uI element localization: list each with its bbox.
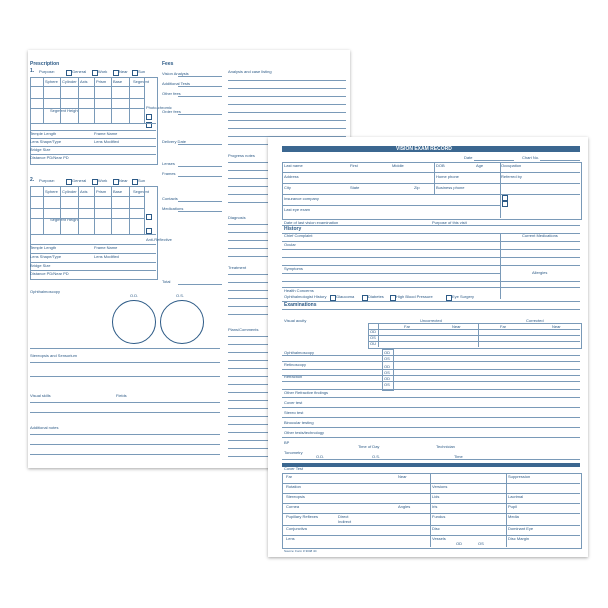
visual-acuity-grid	[368, 323, 582, 349]
patient-id-grid	[282, 162, 582, 220]
history-label: History	[284, 226, 302, 232]
rx2-option-checkbox[interactable]	[146, 214, 152, 220]
form-code: Source: Form # 3048 4C	[284, 549, 317, 553]
treatment-label: Treatment	[228, 265, 247, 270]
os-eye-diagram	[160, 300, 204, 344]
prescription-label: Prescription	[30, 61, 60, 67]
fields-label: Fields	[116, 393, 127, 398]
plans-comments-label: Plans/Comments	[228, 327, 259, 332]
analysis-label: Analysis and case listing	[228, 69, 272, 74]
ophthalmoscopy-label: Ophthalmoscopy	[30, 289, 61, 294]
examinations-label: Examinations	[284, 302, 317, 308]
visual-skills-label: Visual skills	[30, 393, 51, 398]
insurance-checkbox[interactable]	[502, 201, 508, 207]
stereopsis-label: Stereopsis and Sensorium	[30, 353, 77, 358]
front-form-sheet: VISION EXAM RECORD Date Chart No. Last name First Middle DOB Age Occupation Address Home phone Referred by City State Zip Business phone Insurance company Last eye exam Date of last vision examination Purpose of this visit History Chief Complaint Current Medications Ocular Symptoms Health Concerns Allergies Ophthalmologist History Glaucoma Diabetes High Blood Pressure Eye Surgery Examinations Visual acuity Uncorrected Far Near Corrected Far Near OD OS OU Ophthalmoscopy OD OS Retinoscopy OD OS Refraction OD OS Other Refractive findings Cover test Stereo test Binocular testing Other tests/technology BP Time of Day Technician Tonometry O.D. O.S. Time Cover Test Far Near Suppression Rotation Versions Stereopsis Lids Lacrimal Cornea Angles Iris Pupil Pupillary Reflexes Direct Indirect Fundus Media Conjunctiva Disc Dominant Eye Lens Vessels Disc Margin OD OS Source: Form # 3048 4C	[268, 137, 588, 557]
additional-notes-label: Additional notes	[30, 425, 59, 430]
progress-notes-label: Progress notes	[228, 153, 255, 158]
current-medications-label: Current Medications	[522, 233, 558, 238]
form-title: VISION EXAM RECORD	[396, 146, 452, 152]
rx1-option-checkbox[interactable]	[146, 114, 152, 120]
fees-label: Fees	[162, 61, 174, 67]
od-eye-diagram	[112, 300, 156, 344]
back-form-sheet: Prescription 1. Purpose: General Work Near Sun Sphere Cylinder Axis Prism Base Segment Segment Height Temple Length Frame Name Lens Shape/Type Lens Modified Bridge Size Distance PD/Near PD Photo-chromic 2. Purpose: General Work Near Sun Sphere Cylinder Axis Prism Base Segment Segment Height Temple Length Frame Name Lens Shape/Type Lens Modified Bridge Size Distance PD/Near PD Anti-Reflective Fees Vision Analysis Additional Tests Other fees Order fees Delivery Date Lenses Frames Contacts Medications Total Analysis and case listing Progress notes Diagnosis Treatment Plans/Comments Ophthalmoscopy O.D. O.S. Stereopsis and Sensorium Visual skills Fields Additional notes	[28, 50, 350, 468]
cover-test-label: Cover Test	[284, 466, 304, 471]
diagnosis-label: Diagnosis	[228, 215, 246, 220]
allergies-label: Allergies	[532, 270, 548, 275]
cover-test-bar	[282, 463, 580, 467]
